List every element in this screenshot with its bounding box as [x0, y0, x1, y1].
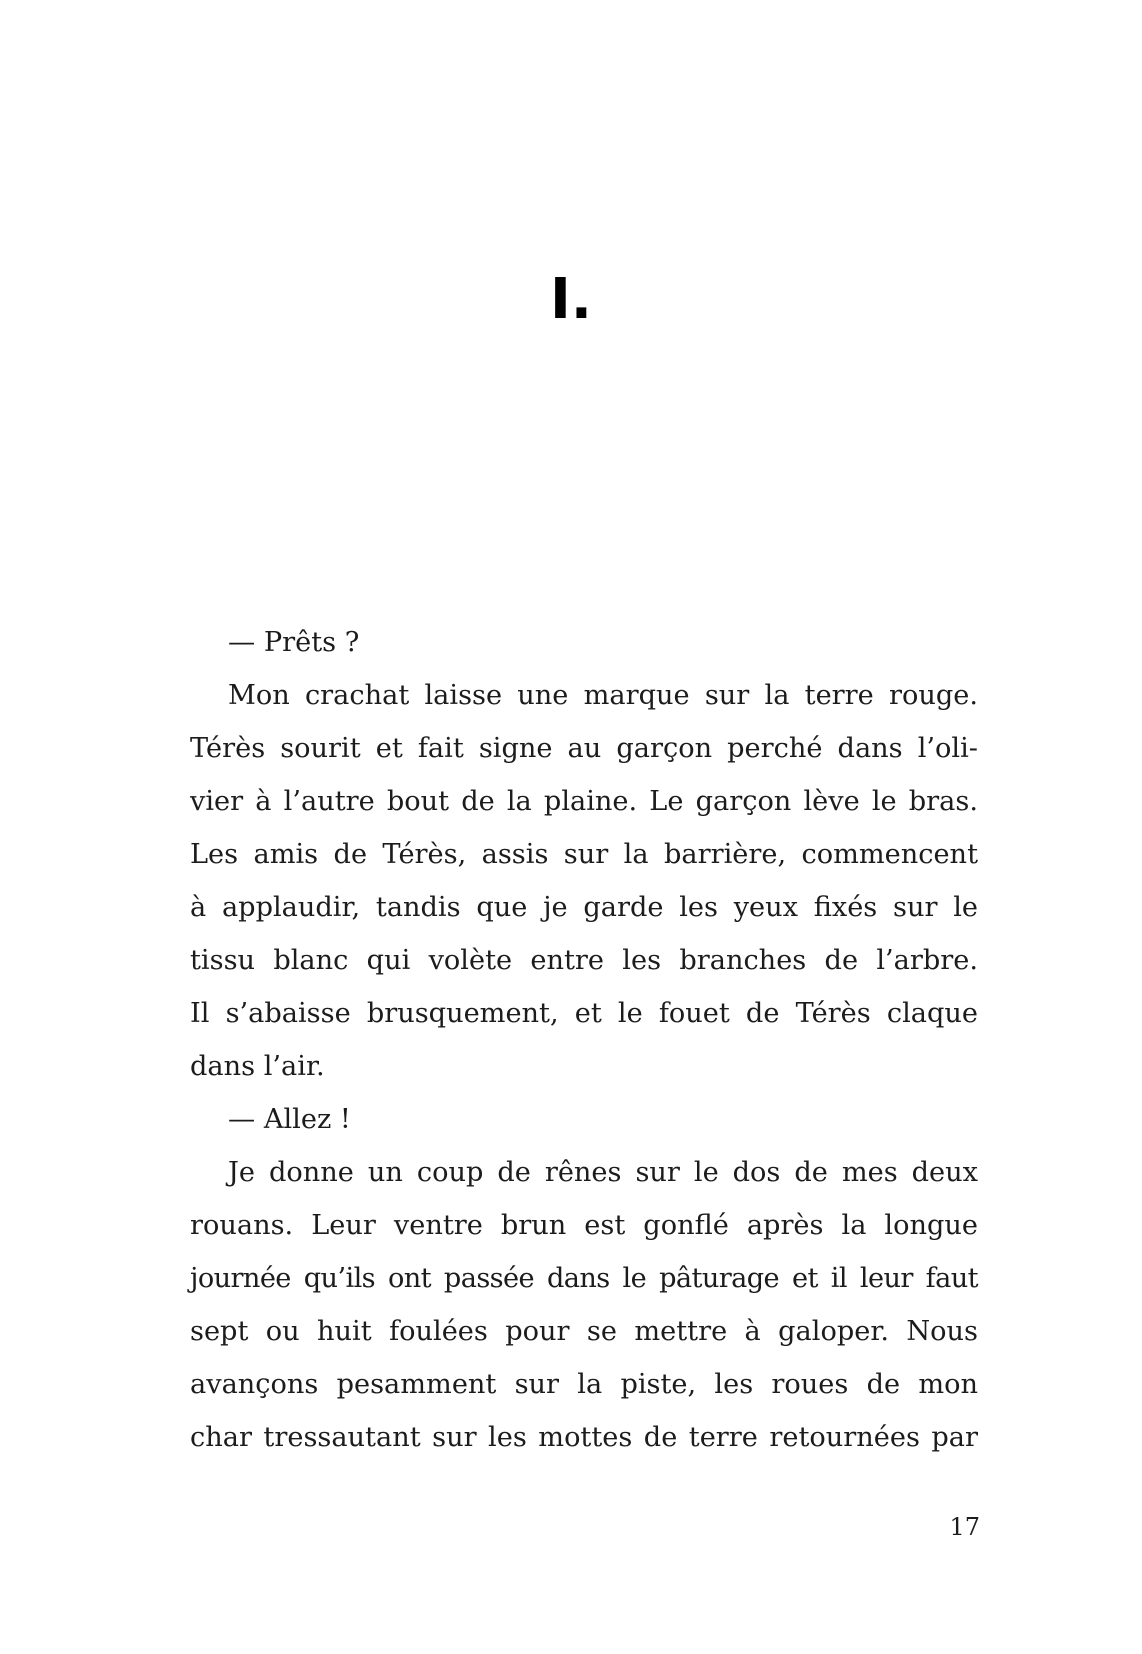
- text-line: sept ou huit foulées pour se mettre à galoper. Nous: [190, 1316, 978, 1347]
- text-line: Les amis de Térès, assis sur la barrière, commencent: [190, 839, 978, 870]
- text-line: dans l’air.: [190, 1051, 325, 1082]
- text-line: tissu blanc qui volète entre les branches de l’arbre.: [190, 945, 978, 976]
- page-number: 17: [949, 1513, 980, 1541]
- text-line: Mon crachat laisse une marque sur la terre rouge.: [228, 680, 978, 711]
- text-line: à applaudir, tandis que je garde les yeux fixés sur le: [190, 892, 978, 923]
- text-line: journée qu’ils ont passée dans le pâturage et il leur faut: [190, 1263, 978, 1294]
- text-line: Je donne un coup de rênes sur le dos de mes deux: [228, 1157, 978, 1188]
- text-line: — Allez !: [228, 1104, 351, 1135]
- text-line: avançons pesamment sur la piste, les roues de mon: [190, 1369, 978, 1400]
- chapter-number: I.: [549, 267, 593, 332]
- text-line: rouans. Leur ventre brun est gonflé après la longue: [190, 1210, 978, 1241]
- body-text: [190, 616, 978, 1464]
- text-line: vier à l’autre bout de la plaine. Le garçon lève le bras.: [190, 786, 978, 817]
- text-line: Térès sourit et fait signe au garçon perché dans l’oli-: [190, 733, 978, 764]
- text-line: Il s’abaisse brusquement, et le fouet de Térès claque: [190, 998, 978, 1029]
- text-line: char tressautant sur les mottes de terre retournées par: [190, 1422, 978, 1453]
- text-line: — Prêts ?: [228, 627, 360, 658]
